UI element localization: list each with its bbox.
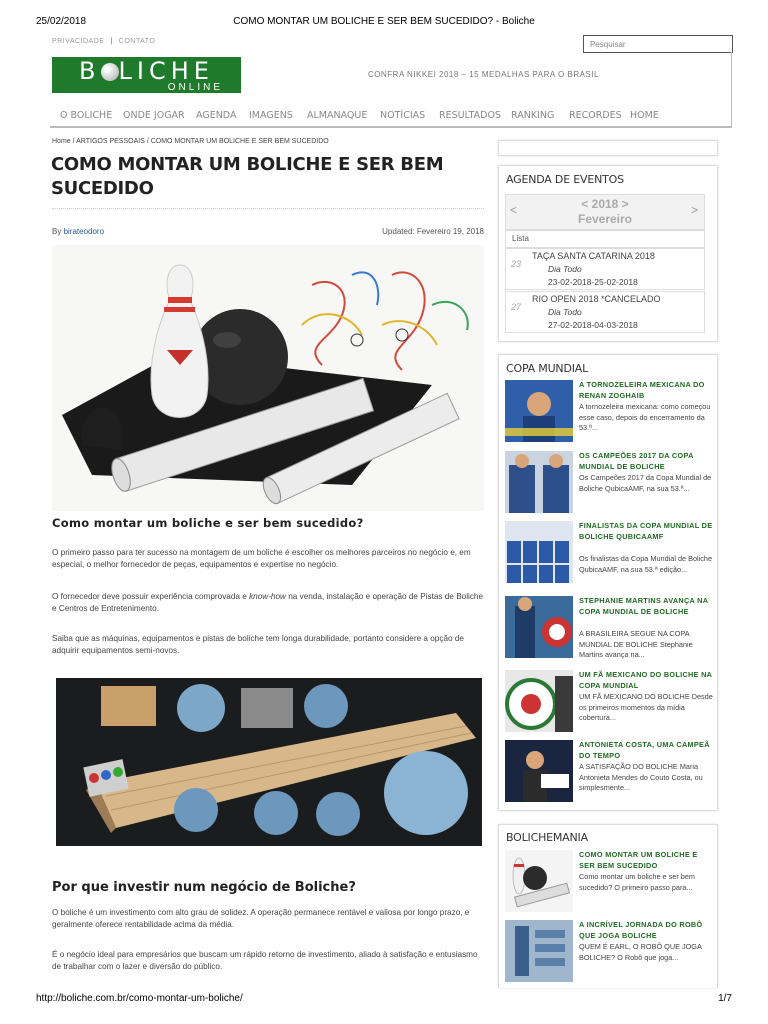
story-headline[interactable]: STEPHANIE MARTINS AVANÇA NA COPA MUNDIAL DE BOLICHE [579,596,709,616]
article-subtitle: Como montar um boliche e ser bem sucedido? [52,516,364,530]
paragraph-2 [52,591,488,615]
logo-letters: LICHE [118,57,214,85]
paragraph-2-text: O fornecedor deve possuir experiência comprovada e [52,592,250,601]
bowling-ball-icon [101,63,119,81]
nav-item-resultados[interactable]: RESULTADOS [439,110,501,121]
event-name[interactable]: TAÇA SANTA CATARINA 2018 [532,251,655,261]
paragraph-2-text: na venda, instalação e operação de Pistas de Boliche e Centros de Entretenimento. [52,592,484,613]
story-thumbnail[interactable] [505,850,573,912]
privacy-link[interactable]: PRIVACIDADE [52,38,105,45]
breadcrumb-sep: / [70,138,77,145]
story-headline[interactable]: ANTONIETA COSTA, UMA CAMPEÃ DO TEMPO [579,740,710,760]
nav-item-agenda[interactable]: AGENDA [196,110,237,121]
bolichemania-title: BOLICHEMANIA [506,831,588,844]
print-title: COMO MONTAR UM BOLICHE E SER BEM SUCEDIDO? - Boliche [233,16,535,27]
nav-item-almanaque[interactable]: ALMANAQUE [307,110,368,121]
agenda-title: AGENDA DE EVENTOS [506,173,624,186]
calendar-list-tab[interactable]: Lista [505,230,705,248]
search-input[interactable]: Pesquisar [583,35,733,53]
logo-subtitle: ONLINE [167,82,223,93]
author-link[interactable]: birateodoro [63,227,105,236]
calendar-next-button[interactable]: > [690,203,698,217]
story-excerpt: A tornozeleira mexicana: como começou esse caso, depois do encerramento da 53.ª... [579,402,711,432]
hero-image [52,245,484,511]
page-title: COMO MONTAR UM BOLICHE E SER BEM SUCEDIDO [51,154,444,199]
story-excerpt: QUEM É EARL, O ROBÔ QUE JOGA BOLICHE? O Robô que joga... [579,942,702,962]
nav-item-recordes[interactable]: RECORDES [569,110,622,121]
paragraph-5: É o negócio ideal para empresários que buscam um rápido retorno de investimento, aliado à satisfação e entusiasmo de trabalhar com o lazer e diversão do público. [52,950,478,971]
story-excerpt: A SATISFAÇÃO DO BOLICHE Maria Antonieta Mendes do Couto Costa, ou simplesmente... [579,762,703,792]
print-page-number: 1/7 [718,993,732,1004]
paragraph-4: O boliche é um investimento com alto grau de solidez. A operação permanece rentável e valiosa por longo prazo, e geralmente oferece rentabilidade acima da média. [52,908,470,929]
print-footer [36,993,732,1007]
story-excerpt: A BRASILEIRA SEGUE NA COPA MUNDIAL DE BOLICHE Stephanie Martins avança na... [579,629,693,659]
sidebar-story[interactable] [505,920,717,984]
sidebar-story[interactable] [505,850,717,914]
event-range: 23-02-2018-25-02-2018 [548,277,638,287]
sidebar-story[interactable] [505,521,717,585]
paragraph-3: Saiba que as máquinas, equipamentos e pistas de boliche tem longa durabilidade, portanto considere a opção de adquirir equipamentos semi-novos. [52,634,464,655]
news-ticker[interactable]: CONFRA NIKKEI 2018 – 15 MEDALHAS PARA O BRASIL [368,70,599,79]
byline [52,227,104,236]
contact-link[interactable]: CONTATO [118,38,156,45]
event-item[interactable] [505,291,705,333]
print-date: 25/02/2018 [36,16,87,27]
story-headline[interactable]: FINALISTAS DA COPA MUNDIAL DE BOLICHE QUBICAAMF [579,521,713,541]
story-thumbnail[interactable] [505,740,573,802]
story-excerpt: Os finalistas da Copa Mundial de Boliche QubicaAMF, na sua 53.ª edição... [579,554,713,574]
top-links [52,38,155,45]
section-heading: Por que investir num negócio de Boliche? [52,880,356,895]
logo-letter-b: B [79,57,101,85]
site-logo[interactable] [52,57,241,93]
story-headline[interactable]: A INCRÍVEL JORNADA DO ROBÔ QUE JOGA BOLICHE [579,920,703,940]
story-thumbnail[interactable] [505,920,573,982]
nav-item-o-boliche[interactable]: O BOLICHE [60,110,113,121]
event-day: 27 [511,302,522,312]
sidebar-story[interactable] [505,451,717,515]
story-thumbnail[interactable] [505,596,573,658]
event-range: 27-02-2018-04-03-2018 [548,320,638,330]
paragraph-2-emphasis: know-how [249,592,286,601]
bowling-lane-image [56,678,482,846]
story-thumbnail[interactable] [505,380,573,442]
breadcrumb-sep: / [144,138,151,145]
nav-item-imagens[interactable]: IMAGENS [249,110,293,121]
breadcrumb-home[interactable]: Home [52,138,71,145]
updated-date: Updated: Fevereiro 19, 2018 [382,227,484,236]
nav-item-home[interactable]: HOME [630,110,659,121]
calendar-prev-button[interactable]: < [510,203,518,217]
story-thumbnail[interactable] [505,521,573,583]
main-nav [50,106,732,128]
event-time: Dia Todo [548,307,582,317]
calendar-year[interactable]: < 2018 > [581,197,629,211]
sidebar-story[interactable] [505,670,717,734]
story-headline[interactable]: COMO MONTAR UM BOLICHE E SER BEM SUCEDIDO [579,850,698,870]
story-headline[interactable]: OS CAMPEÕES 2017 DA COPA MUNDIAL DE BOLICHE [579,451,694,471]
title-divider [52,208,484,209]
copa-title: COPA MUNDIAL [506,362,589,375]
story-headline[interactable]: UM FÃ MEXICANO DO BOLICHE NA COPA MUNDIAL [579,670,712,690]
sidebar-story[interactable] [505,596,717,660]
breadcrumb-current: COMO MONTAR UM BOLICHE E SER BEM SUCEDIDO [150,138,329,145]
top-links-separator: | [110,38,113,45]
event-item[interactable] [505,248,705,290]
story-thumbnail[interactable] [505,670,573,732]
nav-item-ranking[interactable]: RANKING [511,110,555,121]
sidebar-story[interactable] [505,380,717,444]
story-thumbnail[interactable] [505,451,573,513]
calendar-header [505,194,705,230]
event-day: 23 [511,259,522,269]
sidebar-story[interactable] [505,740,717,804]
story-excerpt: Como montar um boliche e ser bem sucedido? O primeiro passo para... [579,872,695,892]
story-excerpt: UM FÃ MEXICANO DO BOLICHE Desde os primeiros momentos da mídia cobertura... [579,692,713,722]
breadcrumb-category[interactable]: ARTIGOS PESSOAIS [76,138,145,145]
print-header [36,16,732,30]
print-url: http://boliche.com.br/como-montar-um-boliche/ [36,993,243,1004]
story-headline[interactable]: A TORNOZELEIRA MEXICANA DO RENAN ZOGHAIB [579,380,705,400]
event-time: Dia Todo [548,264,582,274]
paragraph-1: O primeiro passo para ter sucesso na montagem de um boliche é escolher os melhores parceiros no negócio e, em especial, o melhor fornecedor de peças, equipamentos e expertise no negócio. [52,548,471,569]
breadcrumb [52,138,329,145]
story-excerpt: Os Campeões 2017 da Copa Mundial de Boliche QubicaAMF, na sua 53.ª... [579,473,712,493]
byline-label: By [52,227,64,236]
event-name[interactable]: RIO OPEN 2018 *CANCELADO [532,294,661,304]
nav-item-noticias[interactable]: NOTÍCIAS [380,110,426,121]
nav-item-onde-jogar[interactable]: ONDE JOGAR [123,110,185,121]
calendar-month: Fevereiro [577,212,633,226]
sidebar-search-box [498,140,718,156]
logo-wordmark [52,57,241,83]
